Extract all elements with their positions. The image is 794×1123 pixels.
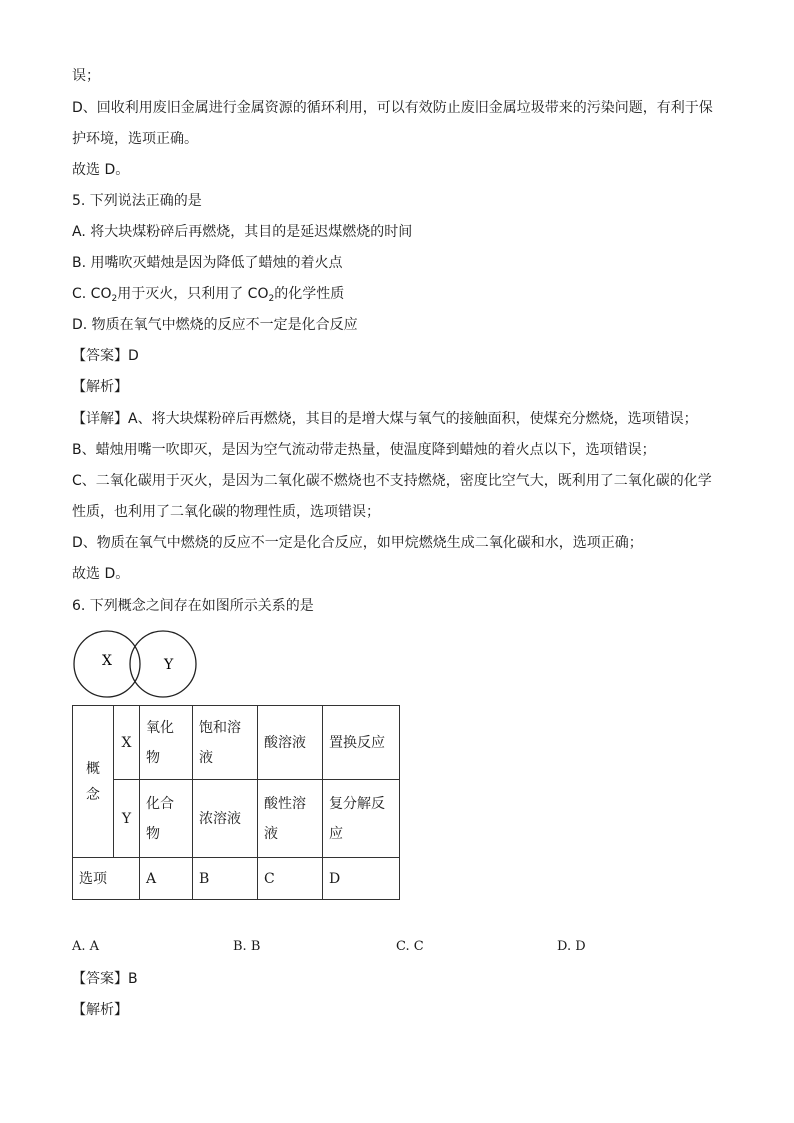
y-cell-text: 酸性溶液 (264, 795, 306, 842)
x-cell-text: 氧化物 (146, 719, 174, 766)
option-b: B. 用嘴吹灭蜡烛是因为降低了蜡烛的着火点 (72, 255, 343, 271)
text-line: 误； (72, 68, 100, 84)
option-a: A. 将大块煤粉碎后再燃烧，其目的是延迟煤燃烧的时间 (72, 224, 413, 240)
text-line: D、回收利用废旧金属进行金属资源的循环利用，可以有效防止废旧金属垃圾带来的污染问题，有利于保 (72, 100, 713, 116)
text-line: 故选 D。 (72, 162, 130, 178)
x-cell: 酸溶液 (258, 706, 323, 780)
detail-d: D、物质在氧气中燃烧的反应不一定是化合反应，如甲烷燃烧生成二氧化碳和水，选项正确； (72, 535, 643, 551)
concept-table (72, 705, 400, 900)
selection-5: 故选 D。 (72, 566, 130, 582)
x-cell (140, 706, 193, 780)
question-5: 5. 下列说法正确的是 (72, 193, 202, 209)
detail-tag: 【详解】 (72, 411, 128, 427)
answer-6 (72, 969, 138, 989)
choice-d: D. D (557, 939, 586, 954)
venn-diagram (72, 628, 198, 700)
venn-x-label: X (102, 653, 112, 669)
concept-label: 概念 (86, 760, 100, 803)
option-cell: C (258, 858, 323, 900)
x-cell-text: 饱和溶液 (199, 719, 241, 766)
analysis-tag: 【解析】 (72, 379, 128, 395)
option-cell: A (140, 858, 193, 900)
answer-tag: 【答案】 (72, 348, 128, 364)
detail-b: B、蜡烛用嘴一吹即灭，是因为空气流动带走热量，使温度降到蜡烛的着火点以下，选项错误； (72, 442, 656, 458)
option-cell: B (193, 858, 258, 900)
answer-5 (72, 346, 139, 366)
option-c (72, 284, 344, 309)
question-6: 6. 下列概念之间存在如图所示关系的是 (72, 598, 314, 614)
option-c-prefix: C. CO (72, 286, 112, 302)
y-cell (258, 780, 323, 858)
detail-c: C、二氧化碳用于灭火，是因为二氧化碳不燃烧也不支持燃烧，密度比空气大，既利用了二氧化碳的化学 (72, 473, 712, 489)
y-cell-text: 化合物 (146, 795, 174, 842)
x-cell (193, 706, 258, 780)
answer-value: D (128, 348, 139, 364)
subscript: 2 (268, 294, 275, 304)
detail-a (72, 409, 698, 429)
y-cell: 浓溶液 (193, 780, 258, 858)
x-label-cell: X (114, 706, 140, 780)
option-cell: D (323, 858, 400, 900)
subscript: 2 (111, 294, 118, 304)
concept-label-cell (73, 706, 114, 858)
detail-c-continued: 性质，也利用了二氧化碳的物理性质，选项错误； (72, 504, 380, 520)
choice-b: B. B (233, 939, 261, 954)
venn-y-label: Y (164, 657, 174, 673)
x-cell: 置换反应 (323, 706, 400, 780)
detail-text: A、将大块煤粉碎后再燃烧，其目的是增大煤与氧气的接触面积，使煤充分燃烧，选项错误； (128, 411, 698, 427)
y-label-cell: Y (114, 780, 140, 858)
y-cell-text: 复分解反应 (329, 795, 385, 842)
text-line: 护环境，选项正确。 (72, 131, 198, 147)
y-cell (323, 780, 400, 858)
answer-value: B (128, 971, 138, 987)
option-label-cell: 选项 (73, 858, 140, 900)
answer-tag: 【答案】 (72, 971, 128, 987)
choice-a: A. A (72, 939, 100, 954)
option-c-suffix: 的化学性质 (274, 286, 345, 302)
analysis-tag: 【解析】 (72, 1002, 128, 1018)
option-c-mid: 用于灭火，只利用了 CO (117, 286, 269, 302)
choice-c: C. C (396, 939, 424, 954)
option-d: D. 物质在氧气中燃烧的反应不一定是化合反应 (72, 317, 358, 333)
y-cell (140, 780, 193, 858)
